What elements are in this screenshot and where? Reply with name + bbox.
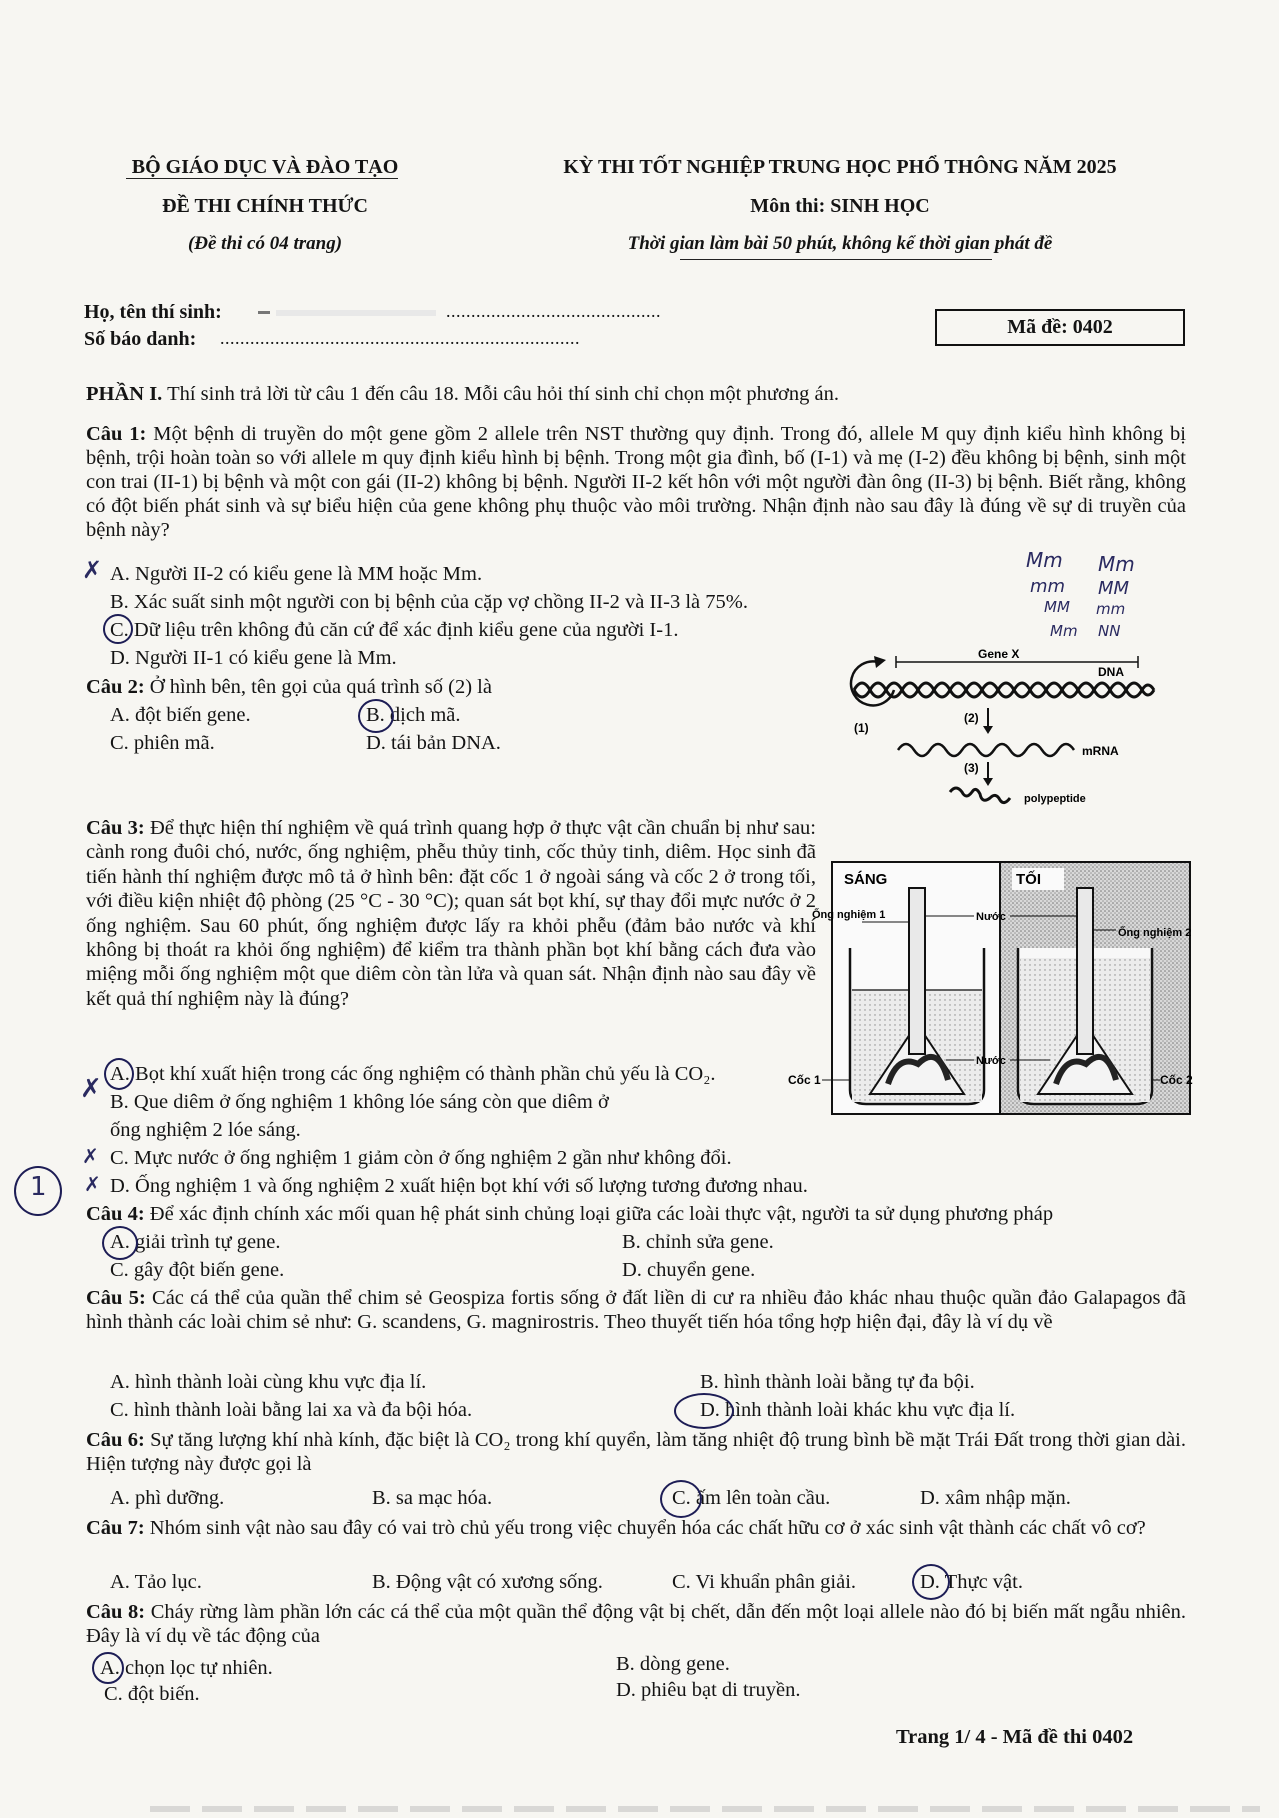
- q4-option-a[interactable]: A. giải trình tự gene.: [110, 1231, 281, 1253]
- hand-note: Mm: [1050, 622, 1078, 640]
- hand-note: mm: [1030, 576, 1066, 597]
- hand-note: MM: [1044, 598, 1070, 616]
- ministry: BỘ GIÁO DỤC VÀ ĐÀO TẠO: [131, 156, 399, 178]
- q2-stem: Câu 2: Ở hình bên, tên gọi của quá trình số (2) là: [86, 676, 492, 698]
- q1-option-b[interactable]: B. Xác suất sinh một người con bị bệnh của cặp vợ chồng II-2 và II-3 là 75%.: [110, 591, 748, 613]
- exam-time: Thời gian làm bài 50 phút, không kể thời gian phát đề: [627, 233, 1053, 254]
- q6-stem: Câu 6: Sự tăng lượng khí nhà kính, đặc biệt là CO₂ trong khí quyển, làm tăng nhiệt độ trung bình bề mặt Trái Đất trong thời gian dài. Hiện tượng này được gọi là: [86, 1429, 1186, 1475]
- hand-note: Mm: [1098, 552, 1135, 576]
- q6-option-a[interactable]: A. phì dưỡng.: [110, 1487, 225, 1509]
- q8-option-b[interactable]: B. dòng gene.: [616, 1653, 730, 1675]
- pages-note: (Đề thi có 04 trang): [187, 233, 343, 254]
- q1-stem: Câu 1: Một bệnh di truyền do một gene gồm 2 allele trên NST thường quy định. Trong đó, allele M quy định kiểu hình không bị bệnh, trội hoàn toàn so với allele m quy định kiểu hình bị bệnh. Trong một gia đình, bố (I-1) và mẹ (I-2) đều không bị bệnh, sinh một con trai (II-1) bị bệnh và một con gái (II-2) không bị bệnh. Người II-2 kết hôn với một người đàn ông (II-3) bị bệnh. Biết rằng, không có đột biến phát sinh và sự biểu hiện của gene không phụ thuộc vào môi trường. Nhận định nào sau đây là đúng về sự di truyền của bệnh này?: [86, 423, 1187, 541]
- polypeptide-chain: [950, 788, 1010, 803]
- q4-option-b[interactable]: B. chỉnh sửa gene.: [622, 1231, 774, 1253]
- q6-option-d[interactable]: D. xâm nhập mặn.: [920, 1487, 1071, 1509]
- name-label: Họ, tên thí sinh:: [84, 301, 222, 323]
- q5-option-c[interactable]: C. hình thành loài bằng lai xa và đa bội hóa.: [110, 1399, 473, 1421]
- cross-mark-q3a: ✗: [80, 1074, 102, 1104]
- q3-stem: Câu 3: Để thực hiện thí nghiệm về quá trình quang hợp ở thực vật cần chuẩn bị như sau: cành rong đuôi chó, nước, ống nghiệm, phễu thủy tinh, cốc thủy tinh, diêm. Học sinh đã tiến hành thí nghiệm được mô tả ở hình bên: đặt cốc 1 ở ngoài sáng và cốc 2 ở trong tối, với điều kiện nhiệt độ phòng (25 °C - 30 °C); quan sát bọt khí, sự thay đổi mực nước ở 2 ống nghiệm. Sau 60 phút, ống nghiệm được lấy ra khỏi phễu (đảm bảo nước và khí không bị thoát ra khỏi ống nghiệm) để kiểm tra thành phần bọt khí bằng cách đưa vào miệng mỗi ống nghiệm một que diêm còn tàn lửa và quan sát. Nhận định nào sau đây về kết quả thí nghiệm này là đúng?: [86, 817, 816, 1010]
- cup-1-label: Cốc 1: [788, 1073, 821, 1087]
- mrna-label: mRNA: [1082, 744, 1119, 758]
- part1-heading: PHẦN I. Thí sinh trả lời từ câu 1 đến câu 18. Mỗi câu hỏi thí sinh chỉ chọn một phương án.: [86, 383, 839, 405]
- answer-circle-q5: [674, 1393, 734, 1429]
- cross-mark-q3c: ✗: [82, 1144, 99, 1168]
- q3-option-c[interactable]: C. Mực nước ở ống nghiệm 1 giảm còn ở ống nghiệm 2 gần như không đổi.: [110, 1147, 732, 1169]
- q2-option-d[interactable]: D. tái bản DNA.: [366, 732, 501, 754]
- answer-circle-q1: [103, 614, 133, 644]
- test-tube-2: [1077, 888, 1093, 1054]
- ministry-underline: [126, 178, 398, 179]
- answer-circle-q8: [92, 1652, 124, 1684]
- answer-circle-q2: [358, 699, 394, 733]
- q4-stem: Câu 4: Để xác định chính xác mối quan hệ phát sinh chủng loại giữa các loài thực vật, người ta sử dụng phương pháp: [86, 1203, 1054, 1225]
- q1-label: Câu 1:: [86, 423, 147, 445]
- dna-label: DNA: [1098, 665, 1124, 679]
- polypeptide-label: polypeptide: [1024, 793, 1086, 805]
- dark-label: TỐI: [1016, 871, 1041, 888]
- step-3-label: (3): [964, 761, 979, 775]
- step-1-label: (1): [854, 721, 869, 735]
- q2-option-b[interactable]: B. dịch mã.: [366, 704, 461, 726]
- q1-option-c[interactable]: C. Dữ liệu trên không đủ căn cứ để xác định kiểu gene của người I-1.: [110, 619, 679, 641]
- photosynthesis-lab-figure: [788, 858, 1208, 1120]
- q5-stem: Câu 5: Các cá thể của quần thể chim sẻ Geospiza fortis sống ở đất liền di cư ra nhiều đảo khác nhau thuộc quần đảo Galapagos đã hình thành các loài chim sẻ như: G. scandens, G. magnirostris. Theo thuyết tiến hóa tổng hợp hiện đại, đây là ví dụ về: [86, 1287, 1187, 1333]
- id-label: Số báo danh:: [84, 328, 197, 350]
- light-label: SÁNG: [844, 871, 888, 888]
- q8-option-c[interactable]: C. đột biến.: [104, 1683, 200, 1705]
- q3-option-d[interactable]: D. Ống nghiệm 1 và ống nghiệm 2 xuất hiện bọt khí với số lượng tương đương nhau.: [110, 1175, 808, 1197]
- dna-expression-figure: [838, 640, 1168, 820]
- test-tube-1: [909, 888, 925, 1054]
- cross-mark-q3d: ✗: [84, 1172, 101, 1196]
- hand-note: Mm: [1026, 548, 1063, 572]
- q7-option-d[interactable]: D. Thực vật.: [920, 1571, 1023, 1593]
- answer-circle-q6: [660, 1480, 702, 1518]
- cross-mark-q1a: ✗: [82, 556, 103, 584]
- q3-option-b[interactable]: B. Que diêm ở ống nghiệm 1 không lóe sáng còn que diêm ở: [110, 1091, 609, 1113]
- q7-option-c[interactable]: C. Vi khuẩn phân giải.: [672, 1571, 857, 1593]
- q8-stem: Câu 8: Cháy rừng làm phần lớn các cá thể của một quần thể động vật bị chết, dẫn đến một loại allele nào đó bị biến mất ngẫu nhiên. Đây là ví dụ về tác động của: [86, 1601, 1186, 1647]
- hand-note: 1: [30, 1172, 47, 1202]
- tube-1-label: Ống nghiệm 1: [812, 909, 886, 921]
- official-label: ĐỀ THI CHÍNH THỨC: [162, 195, 368, 217]
- q5-option-a[interactable]: A. hình thành loài cùng khu vực địa lí.: [110, 1371, 427, 1393]
- q3-option-a[interactable]: A. Bọt khí xuất hiện trong các ống nghiệm có thành phần chủ yếu là CO₂.: [110, 1063, 716, 1085]
- page-bleed: [150, 1806, 1260, 1812]
- q7-option-b[interactable]: B. Động vật có xương sống.: [372, 1571, 603, 1593]
- q7-option-a[interactable]: A. Tảo lục.: [110, 1571, 202, 1593]
- q5-option-d[interactable]: D. hình thành loài khác khu vực địa lí.: [700, 1399, 1016, 1421]
- answer-circle-q4: [102, 1226, 138, 1260]
- q3-option-b-cont: ống nghiệm 2 lóe sáng.: [110, 1119, 301, 1141]
- q4-option-d[interactable]: D. chuyển gene.: [622, 1259, 756, 1281]
- hand-note: mm: [1096, 600, 1126, 618]
- water-label-bottom: Nước: [976, 1055, 1006, 1067]
- exam-code-box: Mã đề: 0402: [935, 309, 1185, 346]
- cup-2-label: Cốc 2: [1160, 1073, 1193, 1087]
- q6-option-b[interactable]: B. sa mạc hóa.: [372, 1487, 493, 1509]
- q7-stem: Câu 7: Nhóm sinh vật nào sau đây có vai trò chủ yếu trong việc chuyển hóa các chất hữu cơ ở xác sinh vật thành các chất vô cơ?: [86, 1517, 1146, 1539]
- hand-note: MM: [1098, 578, 1130, 599]
- q5-option-b[interactable]: B. hình thành loài bằng tự đa bội.: [700, 1371, 975, 1393]
- answer-circle-q7: [912, 1564, 950, 1600]
- hand-note: NN: [1098, 622, 1121, 640]
- q4-option-c[interactable]: C. gây đột biến gene.: [110, 1259, 285, 1281]
- water-label-top: Nước: [976, 911, 1006, 923]
- q2-option-c[interactable]: C. phiên mã.: [110, 732, 215, 754]
- q1-option-d[interactable]: D. Người II-1 có kiểu gene là Mm.: [110, 647, 397, 669]
- time-underline: [680, 259, 992, 260]
- step-2-label: (2): [964, 711, 979, 725]
- q1-option-a[interactable]: A. Người II-2 có kiểu gene là MM hoặc Mm.: [110, 563, 483, 585]
- mrna-strand: [898, 744, 1074, 756]
- subject: Môn thi: SINH HỌC: [750, 195, 930, 217]
- id-dots: ........................................................................: [220, 328, 580, 348]
- tube-2-label: Ống nghiệm 2: [1118, 927, 1192, 939]
- gene-x-label: Gene X: [978, 647, 1020, 661]
- page-footer: Trang 1/ 4 - Mã đề thi 0402: [896, 1726, 1134, 1748]
- q8-option-a[interactable]: A. chọn lọc tự nhiên.: [100, 1657, 273, 1679]
- name-dots: ...........................................: [258, 301, 661, 322]
- q2-option-a[interactable]: A. đột biến gene.: [110, 704, 251, 726]
- exam-title: KỲ THI TỐT NGHIỆP TRUNG HỌC PHỔ THÔNG NĂM 2025: [563, 156, 1117, 178]
- q6-option-c[interactable]: C. ấm lên toàn cầu.: [672, 1487, 831, 1509]
- circle-q3a: [104, 1058, 134, 1090]
- q8-option-d[interactable]: D. phiêu bạt di truyền.: [616, 1679, 801, 1701]
